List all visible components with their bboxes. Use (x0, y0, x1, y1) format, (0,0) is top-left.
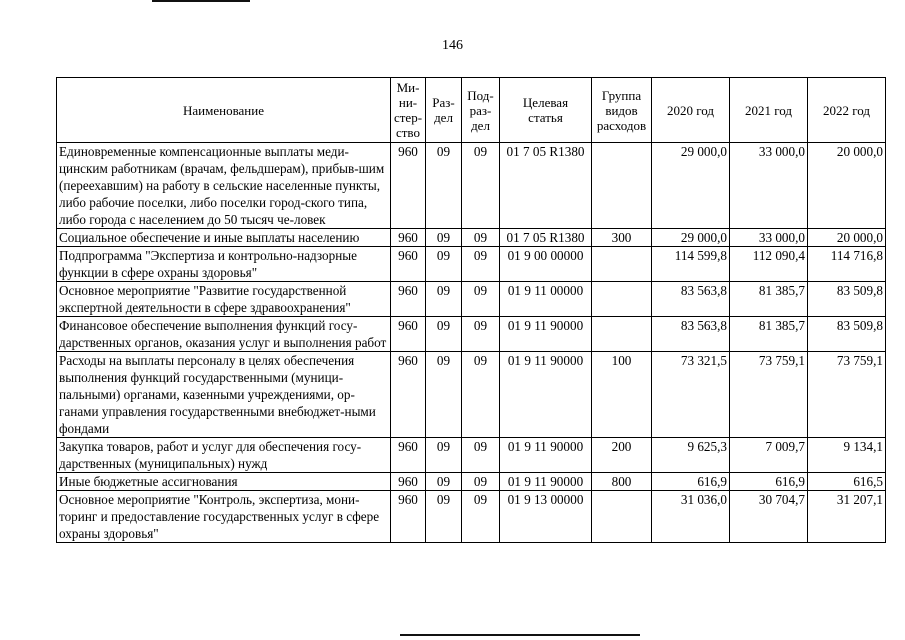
header-target-article: Целевая статья (500, 78, 592, 143)
cell-2020: 29 000,0 (652, 229, 730, 247)
cell-section: 09 (426, 473, 462, 491)
table-row (57, 473, 886, 491)
cell-2022: 20 000,0 (808, 143, 886, 229)
cell-subsection: 09 (462, 229, 500, 247)
cell-name: Единовременные компенсационные выплаты меди-цинским работникам (врачам, фельдшерам), прибыв-шим (переехавшим) на работу в сельские населенные пункты, либо рабочие поселки, либо поселки город-ского типа, либо города с населением до 50 тысяч че-ловек (57, 143, 391, 229)
cell-section: 09 (426, 247, 462, 282)
cell-section: 09 (426, 352, 462, 438)
cell-expense-group (592, 317, 652, 352)
cell-section: 09 (426, 282, 462, 317)
table-row (57, 438, 886, 473)
cell-subsection: 09 (462, 317, 500, 352)
cell-2022: 83 509,8 (808, 317, 886, 352)
cell-name: Основное мероприятие "Развитие государственной экспертной деятельности в сфере здравоохранения" (57, 282, 391, 317)
budget-table (56, 77, 886, 543)
cell-section: 09 (426, 229, 462, 247)
header-2021: 2021 год (730, 78, 808, 143)
cell-target-article: 01 7 05 R1380 (500, 229, 592, 247)
cell-expense-group (592, 491, 652, 543)
cell-2021: 112 090,4 (730, 247, 808, 282)
table-row (57, 282, 886, 317)
page-number: 146 (442, 38, 463, 53)
cell-2022: 616,5 (808, 473, 886, 491)
table-body (57, 143, 886, 543)
cell-section: 09 (426, 438, 462, 473)
cell-2021: 73 759,1 (730, 352, 808, 438)
cell-ministry: 960 (391, 229, 426, 247)
cell-ministry: 960 (391, 143, 426, 229)
cell-target-article: 01 9 11 90000 (500, 352, 592, 438)
cell-2020: 83 563,8 (652, 317, 730, 352)
cell-2020: 114 599,8 (652, 247, 730, 282)
cell-expense-group: 300 (592, 229, 652, 247)
cell-2022: 20 000,0 (808, 229, 886, 247)
cell-target-article: 01 7 05 R1380 (500, 143, 592, 229)
cell-expense-group (592, 143, 652, 229)
cell-expense-group (592, 282, 652, 317)
cell-2022: 73 759,1 (808, 352, 886, 438)
cell-subsection: 09 (462, 247, 500, 282)
cell-2022: 31 207,1 (808, 491, 886, 543)
cell-section: 09 (426, 143, 462, 229)
cell-2020: 9 625,3 (652, 438, 730, 473)
cell-subsection: 09 (462, 352, 500, 438)
cell-expense-group: 200 (592, 438, 652, 473)
cell-ministry: 960 (391, 282, 426, 317)
header-expense-group: Группа видов расходов (592, 78, 652, 143)
table-row (57, 491, 886, 543)
cell-2020: 31 036,0 (652, 491, 730, 543)
cell-target-article: 01 9 13 00000 (500, 491, 592, 543)
cell-target-article: 01 9 11 90000 (500, 438, 592, 473)
cell-subsection: 09 (462, 143, 500, 229)
header-subsection: Под- раз- дел (462, 78, 500, 143)
cell-2022: 9 134,1 (808, 438, 886, 473)
cell-2021: 33 000,0 (730, 143, 808, 229)
table-row (57, 229, 886, 247)
cell-2021: 616,9 (730, 473, 808, 491)
cell-2022: 83 509,8 (808, 282, 886, 317)
cell-2020: 616,9 (652, 473, 730, 491)
cell-2021: 30 704,7 (730, 491, 808, 543)
cell-name: Подпрограмма "Экспертиза и контрольно-надзорные функции в сфере охраны здоровья" (57, 247, 391, 282)
header-ministry: Ми- ни- стер- ство (391, 78, 426, 143)
cell-2020: 29 000,0 (652, 143, 730, 229)
cell-name: Основное мероприятие "Контроль, экспертиза, мони-торинг и предоставление государственных услуг в сфере охраны здоровья" (57, 491, 391, 543)
cell-2022: 114 716,8 (808, 247, 886, 282)
cell-ministry: 960 (391, 247, 426, 282)
cell-ministry: 960 (391, 352, 426, 438)
cell-ministry: 960 (391, 438, 426, 473)
cell-name: Финансовое обеспечение выполнения функций госу-дарственных органов, оказания услуг и выполнения работ (57, 317, 391, 352)
cell-target-article: 01 9 11 00000 (500, 282, 592, 317)
cell-target-article: 01 9 11 90000 (500, 317, 592, 352)
header-2022: 2022 год (808, 78, 886, 143)
table-header-row (57, 78, 886, 143)
cell-subsection: 09 (462, 438, 500, 473)
table-row (57, 143, 886, 229)
cell-2020: 73 321,5 (652, 352, 730, 438)
header-name: Наименование (57, 78, 391, 143)
cell-subsection: 09 (462, 282, 500, 317)
cell-2021: 33 000,0 (730, 229, 808, 247)
cell-2021: 81 385,7 (730, 317, 808, 352)
header-2020: 2020 год (652, 78, 730, 143)
cell-target-article: 01 9 11 90000 (500, 473, 592, 491)
scan-artifact-bottom (400, 634, 640, 636)
cell-2021: 7 009,7 (730, 438, 808, 473)
cell-name: Закупка товаров, работ и услуг для обеспечения госу-дарственных (муниципальных) нужд (57, 438, 391, 473)
cell-section: 09 (426, 491, 462, 543)
cell-target-article: 01 9 00 00000 (500, 247, 592, 282)
table-row (57, 317, 886, 352)
cell-expense-group: 100 (592, 352, 652, 438)
table-row (57, 247, 886, 282)
cell-ministry: 960 (391, 473, 426, 491)
header-section: Раз- дел (426, 78, 462, 143)
table-row (57, 352, 886, 438)
cell-name: Иные бюджетные ассигнования (57, 473, 391, 491)
cell-name: Расходы на выплаты персоналу в целях обеспечения выполнения функций государственными (муници-пальными) органами, казенными учреждениями, ор-ганами управления государственными внебюджет-ными фондами (57, 352, 391, 438)
cell-subsection: 09 (462, 491, 500, 543)
cell-2020: 83 563,8 (652, 282, 730, 317)
cell-2021: 81 385,7 (730, 282, 808, 317)
cell-section: 09 (426, 317, 462, 352)
scan-artifact-top (152, 0, 250, 2)
cell-ministry: 960 (391, 491, 426, 543)
cell-subsection: 09 (462, 473, 500, 491)
cell-expense-group (592, 247, 652, 282)
cell-expense-group: 800 (592, 473, 652, 491)
cell-name: Социальное обеспечение и иные выплаты населению (57, 229, 391, 247)
cell-ministry: 960 (391, 317, 426, 352)
